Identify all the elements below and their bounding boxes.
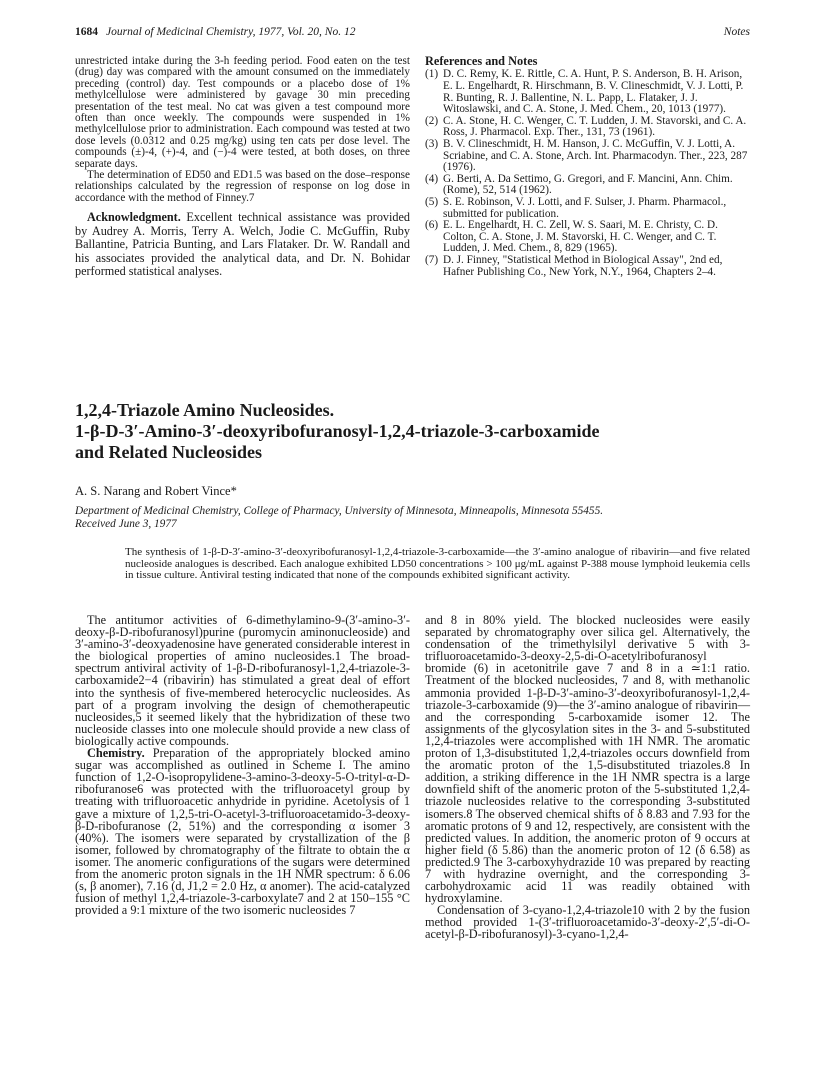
acknowledgment [75,211,410,278]
reference-number: (1) [425,68,439,81]
reference-number: (2) [425,114,439,127]
reference-item [425,69,750,115]
header-left [75,26,355,38]
reference-item [425,174,750,197]
reference-number: (7) [425,253,439,266]
reference-text: B. V. Clineschmidt, H. M. Hanson, J. C. McGuffin, V. J. Lotti, A. Scriabine, and C. A. Stone, Arch. Int. Pharmacodyn. Ther., 223, 287 (1976). [443,137,748,174]
journal-citation: Journal of Medicinal Chemistry, 1977, Vol. 20, No. 12 [106,26,356,38]
reference-number: (3) [425,137,439,150]
body-paragraph: Condensation of 3-cyano-1,2,4-triazole10 with 2 by the fusion method provided 1-(3′-trifluoroacetamido-3′-deoxy-2′,5′-di-O-acetyl-β-D-ribofuranosyl)-3-cyano-1,2,4- [425,903,750,942]
body-column-left [75,614,410,916]
previous-article-end [75,56,410,278]
acknowledgment-text: Excellent technical assistance was provided by Audrey A. Morris, Terry A. Welch, Jodie C. McGuffin, Ruby Ballantine, Patricia Bunting, and Lars Flataker. Dr. W. Randall and his associates provided the analytical data, and Dr. N. Bohidar performed statistical analyses. [75,210,410,278]
reference-text: D. C. Remy, K. E. Rittle, C. A. Hunt, P. S. Anderson, B. H. Arison, E. L. Engelhardt, R. Hirschmann, B. V. Clineschmidt, V. J. Lotti, P. R. Bunting, R. J. Ballentine, N. L. Papp, L. Flataker, J. J. Witoslawski, and C. A. Stone, J. Med. Chem., 20, 1013 (1977). [443,68,744,116]
reference-number: (4) [425,172,439,185]
reference-number: (6) [425,219,439,232]
title-line: 1,2,4-Triazole Amino Nucleosides. [75,400,335,420]
references-section [425,56,750,278]
references-heading: References and Notes [425,54,538,68]
authors: A. S. Narang and Robert Vince* [75,484,237,498]
title-line: 1-β-D-3′-Amino-3′-deoxyribofuranosyl-1,2,4-triazole-3-carboxamide [75,421,600,441]
section-label: Notes [723,26,750,38]
body-paragraph: and 8 in 80% yield. The blocked nucleosides were easily separated by chromatography over silica gel. Alternatively, the condensation of the trimethylsilyl derivative 5 with 3-trifluoroacetamido-3-deoxy-2,5-di-O-acetylribofuranosyl bromide (6) in acetonitrile gave 7 and 8 in a ≃1:1 ratio. Treatment of the blocked nucleosides, 7 and 8, with methanolic ammonia provided 1-β-D-3′-amino-3′-deoxyribofuranosyl-1,2,4-triazole-3-carboxamide (9)—the 3′-amino analogue of ribavirin—and the corresponding 5-carboxamide isomer 12. The assignments of the glycosylation sites in the 3- and 5-substituted 1,2,4-triazoles were accomplished with 1H NMR. The aromatic proton of 1,3-disubstituted 1,2,4-triazoles occurs downfield from the aromatic proton of the 1,5-disubstituted triazoles.8 In addition, a striking difference in the 1H NMR spectra is a large downfield shift of the anomeric proton of the 5-substituted 1,2,4-triazole nucleosides relative to the corresponding 3-substituted isomers.8 The observed chemical shifts of δ 8.83 and 7.93 for the aromatic protons of 9 and 12, respectively, are consistent with the predicted values. In addition, the anomeric proton of 9 occurs at higher field (δ 5.86) than the anomeric proton of 12 (δ 6.58) as predicted.9 The 3-carboxyhydrazide 10 was prepared by reacting 7 with hydrazine overnight, and the corresponding 3-carbohydroxamic acid 11 was readily obtained with hydroxylamine. [425,613,750,906]
reference-item [425,220,750,255]
affiliation: Department of Medicinal Chemistry, College of Pharmacy, University of Minnesota, Minneapolis, Minnesota 55455. [75,505,604,517]
article-title [75,400,765,463]
chemistry-heading: Chemistry. [87,746,145,761]
reference-item [425,116,750,139]
running-header [75,26,750,42]
body-column-right [425,614,750,941]
reference-text: E. L. Engelhardt, H. C. Zell, W. S. Saari, M. E. Christy, C. D. Colton, C. A. Stone, J. M. Stavorski, H. C. Wenger, and C. T. Ludden, J. Med. Chem., 8, 829 (1965). [443,219,718,255]
acknowledgment-heading: Acknowledgment. [87,210,181,225]
received-date: Received June 3, 1977 [75,518,177,530]
chemistry-text: Preparation of the appropriately blocked amino sugar was accomplished as outlined in Scheme I. The amino function of 1,2-O-isopropylidene-3-amino-3-deoxy-5-O-trityl-α-D-ribofuranose6 was protected with the trifluoroacetyl group by treating with trifluoroacetic anhydride in pyridine. Acetolysis of 1 gave a mixture of 1,2,5-tri-O-acetyl-3-trifluoroacetamido-3-deoxy-β-D-ribofuranose (2, 51%) and the corresponding α isomer 3 (40%). The isomers were separated by crystallization of the β isomer, followed by chromatography of the filtrate to obtain the α isomer. The anomeric configurations of the sugars were determined from the anomeric proton signals in the 1H NMR spectrum: δ 6.06 (s, β anomer), 7.16 (d, J1,2 = 2.0 Hz, α anomer). The acid-catalyzed fusion of methyl 1,2,4-triazole-3-carboxylate7 and 2 at 150–155 °C provided a 9:1 mixture of the two isomeric nucleosides 7 [75,746,410,918]
experimental-paragraph: unrestricted intake during the 3-h feeding period. Food eaten on the test (drug) day was compared with the amount consumed on the immediately preceding (control) day. Test compounds or a placebo dose of 1% methylcellulose were administered by gavage 30 min preceding presentation of the test meal. No cat was given a test compound more often than once weekly. The compounds were suspended in 1% methylcellulose prior to administration. Each compound was tested at two dose levels (0.0312 and 0.25 mg/kg) using ten cats per dose level. The compounds (±)-4, (+)-4, and (−)-4 were tested, at both doses, on three separate days. [75,55,410,170]
page-number: 1684 [75,26,98,38]
affiliation-block [75,505,775,531]
intro-paragraph: The antitumor activities of 6-dimethylamino-9-(3′-amino-3′-deoxy-β-D-ribofuranosyl)purine (puromycin aminonucleoside) and 3′-amino-3′-deoxyadenosine have generated considerable interest in the biological properties of amino nucleosides.1 The broad-spectrum antiviral activity of 1-β-D-ribofuranosyl-1,2,4-triazole-3-carboxamide2−4 (ribavirin) has stimulated a great deal of effort into the synthesis of five-membered heterocyclic nucleosides. As part of a program involving the design of chemotherapeutic nucleosides,5 it seemed likely that the hybridization of these two nucleoside classes into one molecule should provide a new class of biologically active compounds. [75,613,410,748]
reference-item [425,139,750,174]
reference-text: D. J. Finney, "Statistical Method in Biological Assay", 2nd ed, Hafner Publishing Co., New York, N.Y., 1964, Chapters 2–4. [443,253,723,278]
reference-item [425,255,750,278]
title-line: and Related Nucleosides [75,442,263,462]
reference-text: S. E. Robinson, V. J. Lotti, and F. Sulser, J. Pharm. Pharmacol., submitted for publication. [443,195,727,220]
chemistry-paragraph [75,747,410,916]
abstract: The synthesis of 1-β-D-3′-amino-3′-deoxyribofuranosyl-1,2,4-triazole-3-carboxamide—the 3′-amino analogue of ribavirin—and five related nucleoside analogues is described. Each analogue exhibited LD50 concentrations > 100 μg/mL against P-388 mouse lymphoid leukemia cells in tissue culture. Antiviral testing indicated that none of the compounds exhibited significant activity. [125,546,750,582]
reference-text: C. A. Stone, H. C. Wenger, C. T. Ludden, J. M. Stavorski, and C. A. Ross, J. Pharmacol. Exp. Ther., 131, 73 (1961). [443,114,747,139]
reference-number: (5) [425,195,439,208]
ed50-paragraph: The determination of ED50 and ED1.5 was based on the dose–response relationships calculated by the regression of response on log dose in accordance with the method of Finney.7 [75,169,410,204]
reference-text: G. Berti, A. Da Settimo, G. Gregori, and F. Mancini, Ann. Chim. (Rome), 52, 514 (1962). [443,172,733,197]
reference-item [425,197,750,220]
